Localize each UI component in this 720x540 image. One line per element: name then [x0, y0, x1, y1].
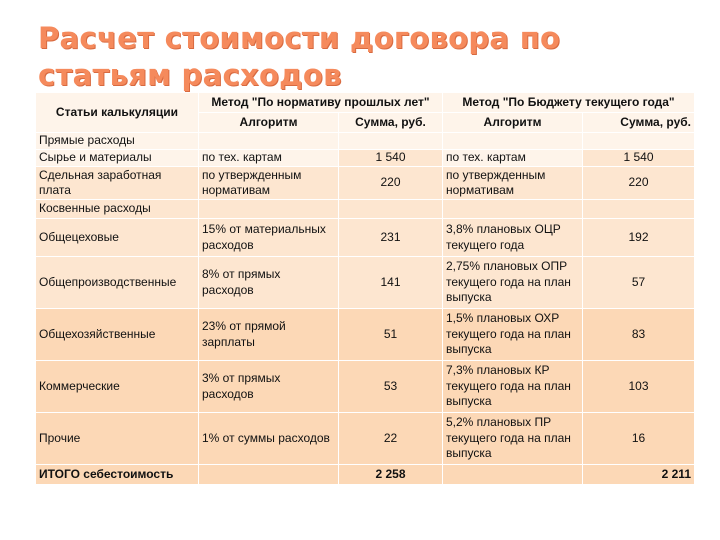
table-row: [36, 133, 695, 150]
table-row: [36, 150, 695, 167]
table-row: [36, 413, 695, 465]
total-alg1-empty: [199, 465, 339, 485]
row-alg2: по тех. картам: [443, 150, 583, 167]
row-sum1: 1 540: [339, 150, 443, 167]
row-alg1: по тех. картам: [199, 150, 339, 167]
row-sum1: 22: [339, 413, 443, 465]
row-item: Прямые расходы: [36, 133, 199, 150]
row-alg1: 3% от прямых расходов: [199, 361, 339, 413]
table-row: [36, 257, 695, 309]
table-row: [36, 219, 695, 257]
header-algorithm-2: Алгоритм: [443, 113, 583, 133]
row-item: Общепроизводственные: [36, 257, 199, 309]
row-sum2: 83: [583, 309, 695, 361]
header-items: Статьи калькуляции: [36, 93, 199, 133]
row-sum2: 103: [583, 361, 695, 413]
page-title: Расчет стоимости договора по статьям расходов: [38, 21, 561, 92]
row-alg2: 2,75% плановых ОПР текущего года на план выпуска: [443, 257, 583, 309]
row-alg2: 5,2% плановых ПР текущего года на план выпуска: [443, 413, 583, 465]
row-alg1: 15% от материальных расходов: [199, 219, 339, 257]
row-alg1: [199, 133, 339, 150]
row-alg2: 1,5% плановых ОХР текущего года на план выпуска: [443, 309, 583, 361]
row-sum1: [339, 133, 443, 150]
header-sum-2: Сумма, руб.: [583, 113, 695, 133]
row-item: Сдельная заработная плата: [36, 167, 199, 200]
row-sum2: 192: [583, 219, 695, 257]
row-sum2: 220: [583, 167, 695, 200]
row-alg2: 7,3% плановых КР текущего года на план выпуска: [443, 361, 583, 413]
row-alg1: [199, 200, 339, 219]
row-alg1: 23% от прямой зарплаты: [199, 309, 339, 361]
row-sum1: 231: [339, 219, 443, 257]
table-row: [36, 361, 695, 413]
row-sum1: 141: [339, 257, 443, 309]
row-item: Косвенные расходы: [36, 200, 199, 219]
row-sum1: [339, 200, 443, 219]
row-item: Сырье и материалы: [36, 150, 199, 167]
header-sum-1: Сумма, руб.: [339, 113, 443, 133]
row-sum2: 57: [583, 257, 695, 309]
row-sum1: 51: [339, 309, 443, 361]
row-alg1: 1% от суммы расходов: [199, 413, 339, 465]
row-item: Общехозяйственные: [36, 309, 199, 361]
row-alg2: по утвержденным нормативам: [443, 167, 583, 200]
table-row: [36, 309, 695, 361]
row-item: Общецеховые: [36, 219, 199, 257]
row-alg2: [443, 133, 583, 150]
table-row: [36, 200, 695, 219]
header-method-2: Метод "По Бюджету текущего года": [443, 93, 695, 113]
row-sum2: [583, 200, 695, 219]
total-sum2: 2 211: [583, 465, 695, 485]
row-alg1: 8% от прямых расходов: [199, 257, 339, 309]
row-sum1: 220: [339, 167, 443, 200]
table-row: [36, 167, 695, 200]
total-label: ИТОГО себестоимость: [36, 465, 199, 485]
total-sum1: 2 258: [339, 465, 443, 485]
row-sum2: 1 540: [583, 150, 695, 167]
row-alg2: 3,8% плановых ОЦР текущего года: [443, 219, 583, 257]
header-algorithm-1: Алгоритм: [199, 113, 339, 133]
header-method-1: Метод "По нормативу прошлых лет": [199, 93, 443, 113]
row-item: Коммерческие: [36, 361, 199, 413]
row-sum1: 53: [339, 361, 443, 413]
total-alg2-empty: [443, 465, 583, 485]
total-row: [36, 465, 695, 485]
row-item: Прочие: [36, 413, 199, 465]
row-alg2: [443, 200, 583, 219]
cost-table: [35, 92, 695, 485]
row-sum2: [583, 133, 695, 150]
row-alg1: по утвержденным нормативам: [199, 167, 339, 200]
row-sum2: 16: [583, 413, 695, 465]
